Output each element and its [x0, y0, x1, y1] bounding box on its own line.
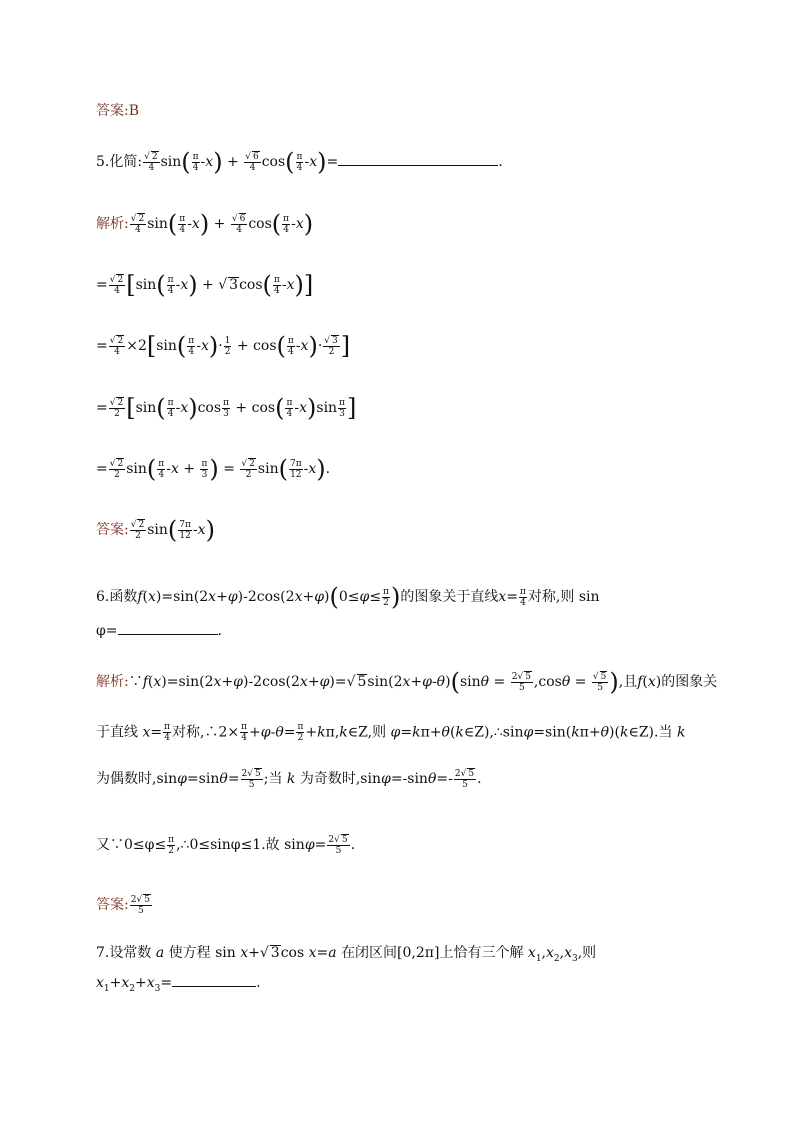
answer-label: 答案: [96, 103, 124, 119]
q6-text: 对称,则: [527, 589, 575, 605]
q7-answer-blank: [172, 986, 256, 987]
q6-solution-text: .当: [654, 724, 673, 741]
answer-label: 答案: [96, 897, 124, 913]
q6-solution-text: ,则: [367, 724, 387, 741]
q5-solution-line-4: = $\frac{√ 2}{2}$ [sin( $\frac{\pi}{4}$ -x)cos $\frac{\pi}{3}$ + cos( $\frac{\pi}{4}$ -x)sin $\frac{\pi}{3}$ ]: [96, 394, 357, 422]
q6-question-line-2: φ= .: [96, 623, 222, 639]
q7-question-line-2: $x_1+x_2+x_3=$ .: [96, 975, 261, 994]
q5-solution-line-1: 解析: $\frac{√ 2}{4}$ sin( $\frac{\pi}{4}$ -x) + $\frac{√ 6}{4}$ cos( $\frac{\pi}{4}$ -x): [96, 210, 314, 238]
q6-solution-line-4: 又∵0≤φ≤ $\frac{\pi}{2}$ ,∴0≤sinφ≤1.故 sinφ= $\frac{2√ 5}{5}$ .: [96, 834, 356, 856]
analysis-label: 解析: [96, 216, 124, 232]
q6-text: sin: [578, 589, 600, 605]
q5-solution-line-3: = $\frac{√ 2}{4}$ ×2[sin( $\frac{\pi}{4}$ -x)· $\frac{1}{2}$ + cos( $\frac{\pi}{4}$ -x)· $\frac{√ 3}{2}$ ]: [96, 332, 351, 360]
q6-solution-text: ,∴0≤sinφ≤1.故: [176, 837, 280, 853]
q6-solution-line-3: 为偶数时,sinφ=sinθ= $\frac{2√ 5}{5}$ ;当 k 为奇数时,sinφ=-sinθ=- $\frac{2√ 5}{5}$ .: [96, 769, 482, 790]
q6-solution-text: 对称,∴2×: [172, 724, 240, 741]
q5-answer-line: 答案: $\frac{√ 2}{2}$ sin( $\frac{7\pi}{12}$ -x): [96, 516, 215, 544]
q7-text: sin: [215, 945, 236, 961]
q6-solution-text: ,∴sin: [489, 724, 524, 741]
q6-number: 6.: [96, 589, 110, 605]
q7-question-line-1: 7.设常数 a 使方程 sin x+√ 3cos x=a 在闭区间[0,2π]上恰有三个解 $x_1,x_2,x_3$,则: [96, 945, 597, 964]
q6-answer-line: 答案: $\frac{2√ 5}{5}$: [96, 895, 150, 916]
q6-solution-text: sin: [284, 837, 305, 853]
q6-answer-blank: [118, 634, 218, 635]
q6-solution-text: 为奇数时,sin: [299, 771, 381, 787]
q6-solution-text: 又∵0≤φ≤: [96, 837, 167, 853]
q7-text: 设常数: [109, 945, 152, 961]
q6-solution-text: 于直线: [96, 724, 138, 741]
q6-solution-text: 的图象关: [661, 674, 718, 690]
q6-text: φ=: [96, 623, 118, 639]
q4-answer-value: B: [128, 103, 140, 119]
q6-solution-text: ,且: [618, 674, 638, 690]
q5-number: 5.化简:: [96, 154, 143, 170]
q5-question: 5.化简: $\frac{√ 2}{4}$ sin( $\frac{\pi}{4}$ -x) + $\frac{√ 6}{4}$ cos( $\frac{\pi}{4}$ -x)= .: [96, 148, 503, 176]
q7-text: ,则: [577, 945, 597, 961]
q6-text: 的图象关于直线: [400, 589, 499, 605]
q7-number: 7.: [96, 945, 110, 961]
q5-solution-line-2: = $\frac{√ 2}{4}$ [sin( $\frac{\pi}{4}$ -x) + √ 3cos( $\frac{\pi}{4}$ -x)]: [96, 271, 314, 299]
q6-text: 函数: [109, 589, 138, 605]
answer-label: 答案: [96, 522, 124, 538]
q6-question-line-1: 6.函数f(x)=sin(2x+φ)-2cos(2x+φ)(0≤φ≤ $\frac{\pi}{2}$ )的图象关于直线x= $\frac{\pi}{4}$ 对称,则 sin: [96, 583, 600, 611]
q7-text: 在闭区间[0,2π]上恰有三个解: [341, 945, 524, 961]
q6-solution-line-2: 于直线 x= $\frac{\pi}{4}$ 对称,∴2× $\frac{\pi}{4}$ +φ-θ= $\frac{\pi}{2}$ +kπ,k∈Z,则 φ=kπ+θ(k∈Z),∴sinφ=sin(kπ+θ)(k∈Z).当 k: [96, 722, 686, 743]
q4-answer-line: 答案:B: [96, 103, 140, 119]
q7-text: 使方程: [168, 945, 211, 961]
q6-solution-text: 为偶数时,sin: [96, 771, 178, 787]
analysis-label: 解析: [96, 674, 124, 690]
q6-solution-text: ;当: [263, 771, 283, 787]
q5-answer-blank: [338, 165, 498, 166]
q6-solution-line-1: 解析:∵f(x)=sin(2x+φ)-2cos(2x+φ)=√ 5sin(2x+φ-θ)(sinθ = $\frac{2√ 5}{5}$ ,cosθ = $\frac{√ 5}{5}$ ),且f(x)的图象关: [96, 668, 718, 696]
q5-solution-line-5: = $\frac{√ 2}{2}$ sin( $\frac{\pi}{4}$ -x + $\frac{\pi}{3}$ ) = $\frac{√ 2}{2}$ sin( $\frac{7\pi}{12}$ -x).: [96, 455, 331, 483]
